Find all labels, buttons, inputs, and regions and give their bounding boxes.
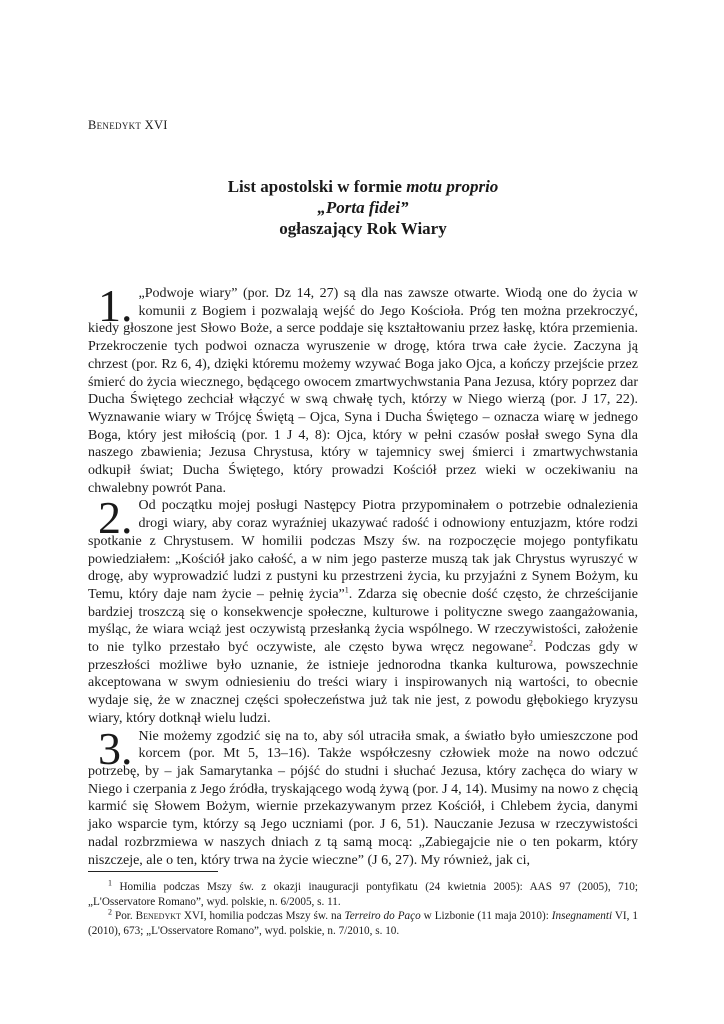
document-title bbox=[88, 176, 638, 239]
footnote-2 bbox=[88, 909, 638, 938]
paragraph-2 bbox=[88, 492, 638, 727]
footnote-divider bbox=[88, 871, 218, 872]
footnote-text: Homilia podczas Mszy św. z okazji inauguracji pontyfikatu (24 kwietnia 2005): AAS 97 (2005), 710; „L'Osservatore Romano”, wyd. polskie, n. 6/2005, s. 11. bbox=[88, 881, 639, 908]
title-line-3: ogłaszający Rok Wiary bbox=[279, 219, 447, 238]
title-line-1-text: List apostolski w formie bbox=[227, 177, 407, 196]
footnote-marker: 2 bbox=[108, 907, 112, 917]
title-line-1-italic: motu proprio bbox=[406, 177, 499, 196]
paragraph-text: Od początku mojej posługi Następcy Piotra przypominałem o potrzebie odnalezienia drogi wiary, aby coraz wyraźniej ukazywać radość i odnowiony entuzjazm, które rodzi spotkanie z Chrystusem. W homilii podczas Mszy św. na rozpoczęcie mojego pontyfikatu powiedziałem: „Kościół jako całość, a w nim jego pasterze muszą tak jak Chrystus wyruszyć w drogę, aby wyprowadzić ludzi z pustyni ku przestrzeni życia, ku przyjaźni z Synem Bożym, ku Temu, który daje nam życie – pełnię życia” bbox=[88, 498, 638, 602]
footnote-ref[interactable]: 1 bbox=[344, 585, 349, 595]
footnote-ref[interactable]: 2 bbox=[528, 638, 533, 648]
footnotes bbox=[88, 880, 638, 938]
footnote-text: VI, 1 (2010), 673; „L'Osservatore Romano”, wyd. polskie, n. 7/2010, s. 10. bbox=[88, 910, 639, 937]
footnote-author: Benedykt XVI bbox=[135, 910, 204, 923]
paragraph-number: 3. bbox=[98, 722, 133, 774]
footnote-text: Por. bbox=[114, 910, 136, 923]
paragraph-text: Nie możemy zgodzić się na to, aby sól utraciła smak, a światło było umieszczone pod korcem (por. Mt 5, 13–16). Także współczesny człowiek może na nowo odczuć potrzebę, by – jak Samarytanka – pójść do studni i słuchać Jezusa, który zachęca do wiary w Niego i czerpania z Jego źródła, tryskającego wodą żywą (por. J 4, 14). Musimy na nowo z chęcią karmić się Słowem Bożym, wiernie przekazywanym przez Kościół, i Chlebem życia, danymi jako wsparcie tym, którzy są Jego uczniami (por. J 6, 51). Nauczanie Jezusa w rzeczywistości nadal rozbrzmiewa w naszych dniach z tą samą mocą: „Zabiegajcie nie o ten pokarm, który niszczeje, ale o ten, który trwa na życie wieczne” (J 6, 27). My również, jak ci, bbox=[88, 728, 638, 868]
title-line-2: „Porta fidei” bbox=[317, 198, 409, 217]
paragraph-1 bbox=[88, 280, 638, 497]
footnote-text: w Lizbonie (11 maja 2010): bbox=[420, 910, 552, 923]
body-text bbox=[88, 280, 638, 869]
paragraph-3 bbox=[88, 722, 638, 870]
footnote-title: Terreiro do Paço bbox=[344, 910, 421, 923]
footnote-1 bbox=[88, 880, 638, 909]
footnote-text: , homilia podczas Mszy św. na bbox=[203, 910, 345, 923]
footnote-marker: 1 bbox=[108, 878, 112, 888]
paragraph-number: 1. bbox=[98, 280, 133, 331]
footnote-title: Insegnamenti bbox=[551, 910, 613, 923]
title-line-1 bbox=[88, 176, 638, 197]
running-head: Benedykt XVI bbox=[88, 118, 168, 132]
paragraph-number: 2. bbox=[98, 492, 133, 544]
paragraph-text: . Podczas gdy w przeszłości możliwe było uznanie, że istnieje jednorodna tkanka kulturowa, powszechnie akceptowana w swym odniesieniu do treści wiary i inspirowanych nią wartości, to obecnie wydaje się, że w znacznej części społeczeństwa już tak nie jest, z powodu głębokiego kryzysu wiary, który dotknął wielu ludzi. bbox=[88, 640, 638, 726]
paragraph-text: . Zdarza się obecnie dość często, że chrześcijanie bardziej troszczą się o konsekwencje społeczne, kulturowe i polityczne swego zaangażowania, myśląc, że wiara wciąż jest oczywistą przesłanką życia wspólnego. W rzeczywistości, założenie to nie tylko przestało być oczywiste, ale często bywa wręcz negowane bbox=[88, 586, 638, 656]
paragraph-text: „Podwoje wiary” (por. Dz 14, 27) są dla nas zawsze otwarte. Wiodą one do życia w komunii z Bogiem i pozwalają wejść do Jego Kościoła. Próg ten można przekroczyć, kiedy głoszone jest Słowo Boże, a serce poddaje się kształtowaniu przez łaskę, która przemienia. Przekroczenie tych podwoi oznacza wyruszenie w drogę, która trwa całe życie. Zaczyna ją chrzest (por. Rz 6, 4), dzięki któremu możemy wzywać Boga jako Ojca, a kończy przejście przez śmierć do życia wiecznego, będącego owocem zmartwychwstania Pana Jezusa, który poprzez dar Ducha Świętego zechciał włączyć w swą chwałę tych, którzy w Niego wierzą (por. J 17, 22). Wyznawanie wiary w Trójcę Świętą – Ojca, Syna i Ducha Świętego – oznacza wiarę w jednego Boga, który jest miłością (por. 1 J 4, 8): Ojca, który w pełni czasów posłał swego Syna dla naszego zbawienia; Jezusa Chrystusa, który w tajemnicy swej śmierci i zmartwychwstania odkupił świat; Ducha Świętego, który prowadzi Kościół przez wieki w oczekiwaniu na chwalebny powrót Pana. bbox=[88, 286, 638, 496]
